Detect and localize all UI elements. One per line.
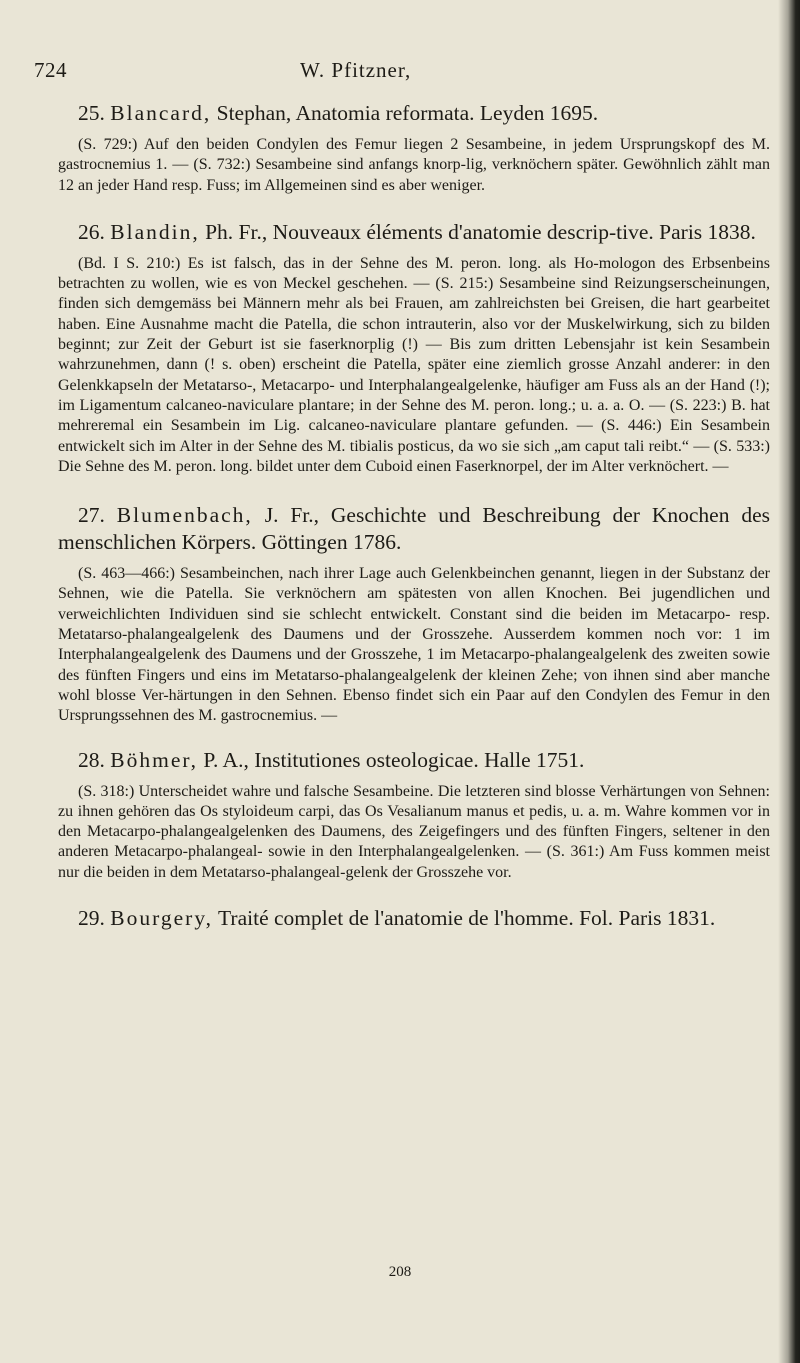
entry-title-text: Stephan, Anatomia reformata. Leyden 1695. [216,101,599,125]
entry-number: 28. [78,747,105,772]
entry-title-text: J. Fr., Geschichte und Beschreibung der Knochen des menschlichen Körpers. Göttingen 1786. [58,503,771,555]
entry-25 [58,100,770,196]
page-edge-shadow [778,0,800,1363]
entry-27 [58,502,770,726]
entry-author: Blumenbach, [116,503,253,528]
entry-28 [58,747,770,883]
bibliography-list [58,100,770,940]
entry-title [58,747,770,774]
running-header [0,58,800,92]
entry-author: Blancard, [110,101,212,125]
page-number: 724 [34,58,67,82]
entry-29 [58,905,770,932]
signature-mark: 208 [388,1264,412,1280]
entry-body: (S. 729:) Auf den beiden Condylen des Femur liegen 2 Sesambeine, in jedem Ursprungskopf des M. gastrocnemius 1. — (S. 732:) Sesambeine sind anfangs knorp-lig, verknöchern später. Gewöhnlich zählt man 12 an jeder Hand resp. Fuss; im Allgemeinen sind es aber weniger. [58,136,770,194]
entry-author: Blandin, [110,219,200,244]
entry-title [58,219,770,246]
entry-number: 27. [78,503,105,528]
entry-title-text: P. A., Institutiones osteologicae. Halle 1751. [203,747,585,772]
entry-body: (S. 463—466:) Sesambeinchen, nach ihrer Lage auch Gelenkbeinchen genannt, liegen in der Substanz der Sehnen, wie die Patella. Sie verknöchern am spätesten von allen Knochen. Bei jugendlichen und verweichlichten Individuen sind sie schlecht entwickelt. Constant sind die beiden im Metacarpo- resp. Metatarso-phalangealgelenk des Daumens und der Grosszehe. Ausserdem kommen noch vor: 1 im Interphalangealgelenk des Daumens und der Grosszehe, 1 im Metacarpo-phalangealgelenk des zweiten sowie des fünften Fingers und eins im Metatarso-phalangealgelenk der kleinen Zehe; von ihnen sind aber manche wohl blosse Ver-härtungen in den Sehnen. Ebenso findet sich ein Paar auf den Condylen des Femur in den Ursprungssehnen des M. gastrocnemius. — [58,565,770,725]
entry-author: Bourgery, [110,906,214,931]
entry-title [58,905,770,932]
entry-body: (S. 318:) Unterscheidet wahre und falsche Sesambeine. Die letzteren sind blosse Verhärtungen von Sehnen: zu ihnen gehören das Os styloideum carpi, das Os Vesalianum manus et pedis, u. a. m. Wahre kommen vor in den Metacarpo-phalangealgelenken des Daumens, des Zeigefingers und des fünften Fingers, seltener in den anderen Metacarpo-phalangeal- sowie in den Interphalangealgelenken. — (S. 361:) Am Fuss kommen meist nur die beiden in dem Metatarso-phalangeal-gelenk der Grosszehe vor. [58,782,770,881]
entry-number: 29. [78,906,105,931]
entry-number: 26. [78,219,105,244]
entry-title [58,502,770,556]
entry-author: Böhmer, [110,747,199,772]
entry-26 [58,219,770,477]
entry-title-text: Traité complet de l'anatomie de l'homme. Fol. Paris 1831. [218,906,716,931]
entry-title-text: Ph. Fr., Nouveaux éléments d'anatomie descrip-tive. Paris 1838. [205,219,756,244]
entry-title [58,100,770,127]
running-head: W. Pfitzner, [300,58,412,82]
entry-body: (Bd. I S. 210:) Es ist falsch, das in der Sehne des M. peron. long. als Ho-mologon des Erbsenbeins betrachten zu wollen, wie es von Meckel geschehen. — (S. 215:) Sesambeine sind Reizungserscheinungen, finden sich demgemäss bei Männern mehr als bei Frauen, am zahlreichsten bei Greisen, die hart gearbeitet haben. Eine Ausnahme macht die Patella, die schon intrauterin, also vor der Muskelwirkung, sich zu bilden beginnt; zur Zeit der Geburt ist sie faserknorplig (!) — Bis zum dritten Lebensjahr ist kein Sesambein wahrzunehmen, dann (! s. oben) erscheint die Patella, später eine ziemlich grosse Anzahl anderer: in den Gelenkkapseln der Metatarso-, Metacarpo- und Interphalangealgelenke, häufiger am Fuss als an der Hand (!); im Ligamentum calcaneo-naviculare plantare; in der Sehne des M. peron. long.; u. a. a. O. — (S. 223:) B. hat mehreremal ein Sesambein im Lig. calcaneo-naviculare plantare gefunden. — (S. 446:) Ein Sesambein entwickelt sich im Alter in der Sehne des M. tibialis posticus, da wo sie sich „am caput tali reibt.“ — (S. 533:) Die Sehne des M. peron. long. bildet unter dem Cuboid einen Faserknorpel, der im Alter verknöchert. — [58,254,770,475]
entry-number: 25. [78,101,105,125]
